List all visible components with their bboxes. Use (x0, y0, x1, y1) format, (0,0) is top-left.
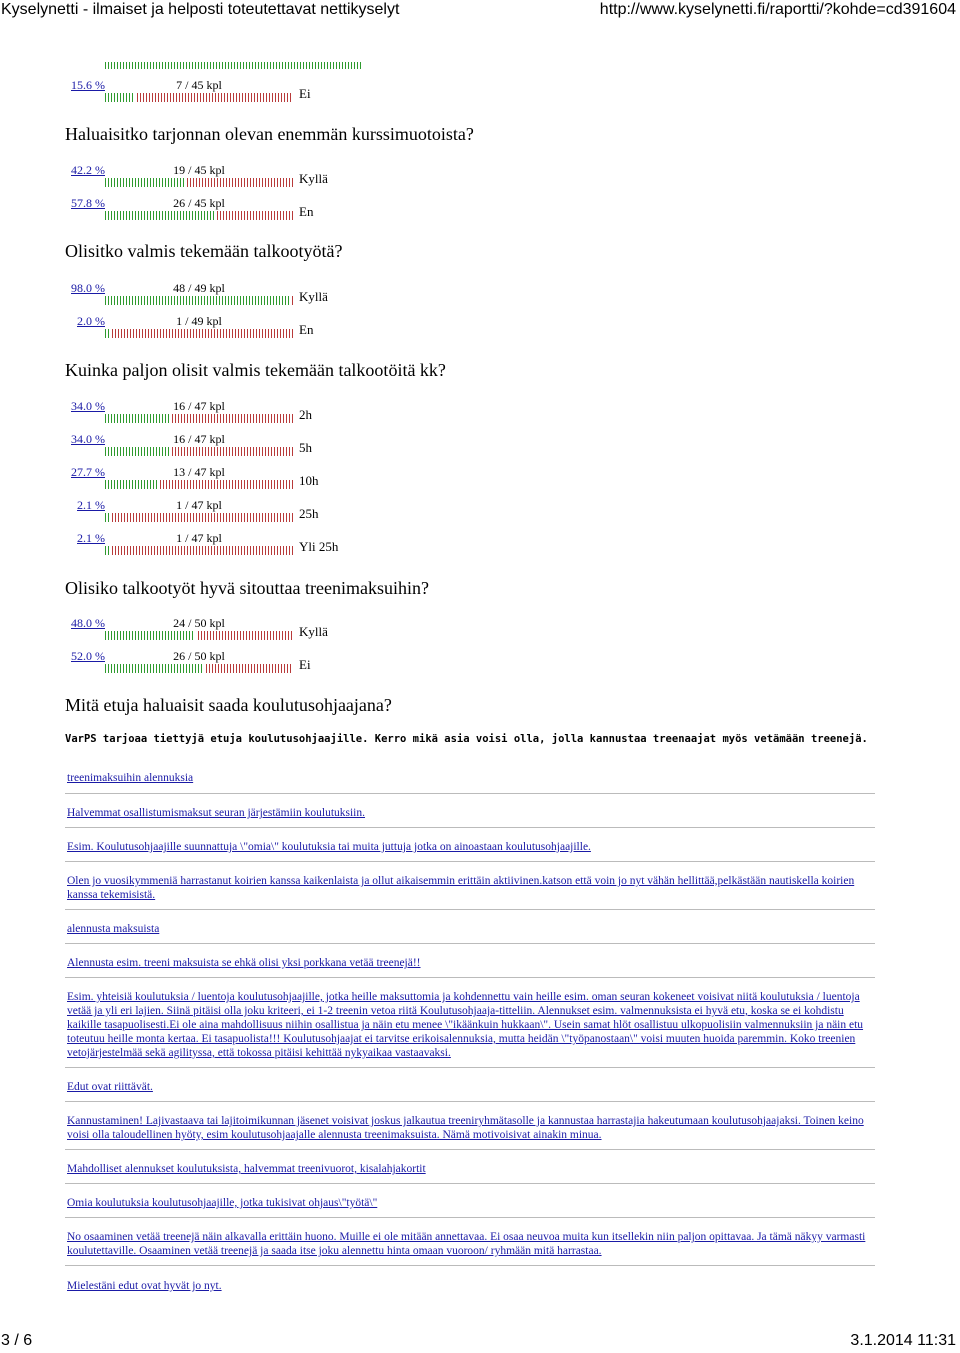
count-label: 1 / 47 kpl (176, 531, 222, 545)
result-row (65, 399, 365, 429)
count-label: 19 / 45 kpl (173, 163, 225, 177)
percent-link[interactable]: 52.0 % (71, 649, 105, 663)
count-label: 16 / 47 kpl (173, 432, 225, 446)
percent-link[interactable]: 42.2 % (71, 163, 105, 177)
result-bar (105, 329, 293, 338)
result-bar (105, 631, 293, 640)
count-label: 1 / 47 kpl (176, 498, 222, 512)
question-title: Haluaisitko tarjonnan olevan enemmän kurssimuotoista? (65, 124, 474, 144)
page-url: http://www.kyselynetti.fi/raportti/?kohde=cd391604 (599, 1, 956, 18)
answer-item[interactable]: Halvemmat osallistumismaksut seuran järjestämiin koulutuksiin. (67, 807, 366, 819)
result-bar (105, 546, 293, 555)
result-bar (105, 480, 293, 489)
count-label: 48 / 49 kpl (173, 281, 225, 295)
option-label: 10h (299, 473, 319, 488)
answer-item[interactable]: Olen jo vuosikymmeniä harrastanut koirien kanssa kaikenlaista ja ollut aikaisemmin erittäin aktiivinen.katson että voin jo nyt vähän hellittää,pelkästään nautiskella koirien kanssa tekemisistä. (67, 875, 855, 901)
percent-link[interactable]: 57.8 % (71, 196, 105, 210)
result-row (65, 196, 365, 226)
answer-item[interactable]: alennusta maksuista (67, 923, 160, 935)
answer-divider (65, 1067, 875, 1068)
count-label: 1 / 49 kpl (176, 314, 222, 328)
option-label: Kyllä (299, 289, 328, 304)
answer-item[interactable]: Alennusta esim. treeni maksuista se ehkä olisi yksi porkkana vetää treenejä!! (67, 957, 421, 969)
result-bar (105, 513, 293, 522)
question-subtitle: VarPS tarjoaa tiettyjä etuja koulutusohjaajille. Kerro mikä asia voisi olla, jolla kannustaa treenaajat myös vetämään treenejä. (65, 733, 868, 745)
answer-item[interactable]: Mahdolliset alennukset koulutuksista, halvemmat treenivuorot, kisalahjakortit (67, 1163, 426, 1175)
count-label: 16 / 47 kpl (173, 399, 225, 413)
count-label: 24 / 50 kpl (173, 616, 225, 630)
answer-item[interactable]: Omia koulutuksia koulutusohjaajille, jotka tukisivat ohjaus\"työtä\" (67, 1197, 378, 1209)
previous-bar-fragment (105, 62, 361, 69)
result-row (65, 78, 365, 108)
count-label: 13 / 47 kpl (173, 465, 225, 479)
question-title: Mitä etuja haluaisit saada koulutusohjaajana? (65, 695, 392, 715)
answer-divider (65, 909, 875, 910)
result-row (65, 498, 365, 528)
result-row (65, 432, 365, 462)
page-number: 3 / 6 (1, 1332, 33, 1349)
option-label: Yli 25h (299, 539, 339, 554)
result-row (65, 465, 365, 495)
answer-item[interactable]: Edut ovat riittävät. (67, 1081, 153, 1093)
option-label: Kyllä (299, 171, 328, 186)
result-bar (105, 664, 293, 673)
result-row (65, 531, 365, 561)
option-label: En (299, 204, 314, 219)
result-bar (105, 211, 293, 220)
percent-link[interactable]: 2.1 % (77, 498, 105, 512)
answer-divider (65, 1265, 875, 1266)
result-bar (105, 296, 293, 305)
answer-item[interactable]: Kannustaminen! Lajivastaava tai lajitoimikunnan jäsenet voisivat joskus jalkautua treeniryhmätasolle ja kannustaa harrastajia hakeutumaan koulutusohjaajaksi. Toinen keino voisi olla taloudellinen hyöty, esim koulutusohjaajalle alennusta treenimaksuista. Nämä motivoisivat ainakin minua. (67, 1115, 864, 1141)
result-bar (105, 93, 293, 102)
count-label: 26 / 50 kpl (173, 649, 225, 663)
page-title: Kyselynetti - ilmaiset ja helposti toteutettavat nettikyselyt (1, 1, 400, 18)
result-row (65, 314, 365, 344)
option-label: En (299, 322, 314, 337)
answer-item[interactable]: No osaaminen vetää treenejä näin alkavalla erittäin huono. Muille ei ole mitään annettavaa. Ei osaa neuvoa muita kun itsellekin niin paljon opittavaa. Ja tämä näkyy varmasti koulutettaville. Osaaminen vetää treenejä ja saada itse joku alennettu hinta omaan vuoroon/ ryhmään mitä harrastaa. (67, 1231, 866, 1257)
count-label: 26 / 45 kpl (173, 196, 225, 210)
option-label: Ei (299, 86, 311, 101)
percent-link[interactable]: 27.7 % (71, 465, 105, 479)
browser-print-header (0, 0, 960, 22)
count-label: 7 / 45 kpl (176, 78, 222, 92)
option-label: 2h (299, 407, 312, 422)
question-title: Olisiko talkootyöt hyvä sitouttaa treenimaksuihin? (65, 578, 429, 598)
answer-divider (65, 827, 875, 828)
option-label: Kyllä (299, 624, 328, 639)
question-title: Kuinka paljon olisit valmis tekemään talkootöitä kk? (65, 360, 446, 380)
option-label: Ei (299, 657, 311, 672)
answer-item[interactable]: Esim. yhteisiä koulutuksia / luentoja koulutusohjaajille, jotka heille maksuttomia ja kohdennettu vain heille esim. oman seuran kokeneet voisivat niitä koulutuksia / luentoja vetää ja yli eri lajien. Siinä pitäisi olla joku kriteeri, ei 1-2 treenin vetoa riitä Koulutusohjaaja-titteliin. Alennukset esim. valmennuksista ei hyvä etu, koska se ei kohdistu kaikille tasapuolisesti.Ei ole aina mahdollisuus niihin osallistua ja näin etu menee \"ikäänkuin hukkaan\". Usein samat hlöt osallistuu ulkopuolisiin valmennuksiin ja näin etu toteutuu heille monta kertaa. Ei tasapuolista!!! Koulutusohjaajat ei tarvitse erikoisalennuksia, mutta heidän \"työpanostaan\" voisi muuten huoida paremmin. Koko treenien vetojärjestelmää sekä agilityssa, että tokossa pitäisi kehittää nykyaikaa vastaavaksi. (67, 991, 864, 1059)
percent-link[interactable]: 2.1 % (77, 531, 105, 545)
answer-divider (65, 861, 875, 862)
percent-link[interactable]: 2.0 % (77, 314, 105, 328)
result-row (65, 281, 365, 311)
result-bar (105, 414, 293, 423)
percent-link[interactable]: 48.0 % (71, 616, 105, 630)
result-row (65, 649, 365, 679)
result-row (65, 163, 365, 193)
answer-divider (65, 1101, 875, 1102)
result-bar (105, 178, 293, 187)
answer-item[interactable]: treenimaksuihin alennuksia (67, 772, 194, 784)
result-bar (105, 447, 293, 456)
answer-divider (65, 793, 875, 794)
answer-divider (65, 1217, 875, 1218)
result-row (65, 616, 365, 646)
print-datetime: 3.1.2014 11:31 (850, 1332, 956, 1349)
answer-item[interactable]: Esim. Koulutusohjaajille suunnattuja \"omia\" koulutuksia tai muita juttuja jotka on ainoastaan koulutusohjaajille. (67, 841, 591, 853)
option-label: 25h (299, 506, 319, 521)
option-label: 5h (299, 440, 312, 455)
percent-link[interactable]: 15.6 % (71, 78, 105, 92)
percent-link[interactable]: 34.0 % (71, 432, 105, 446)
question-title: Olisitko valmis tekemään talkootyötä? (65, 241, 343, 261)
answer-divider (65, 1149, 875, 1150)
answer-item[interactable]: Mielestäni edut ovat hyvät jo nyt. (67, 1280, 222, 1292)
answer-divider (65, 977, 875, 978)
percent-link[interactable]: 34.0 % (71, 399, 105, 413)
answer-divider (65, 943, 875, 944)
answer-divider (65, 1183, 875, 1184)
percent-link[interactable]: 98.0 % (71, 281, 105, 295)
